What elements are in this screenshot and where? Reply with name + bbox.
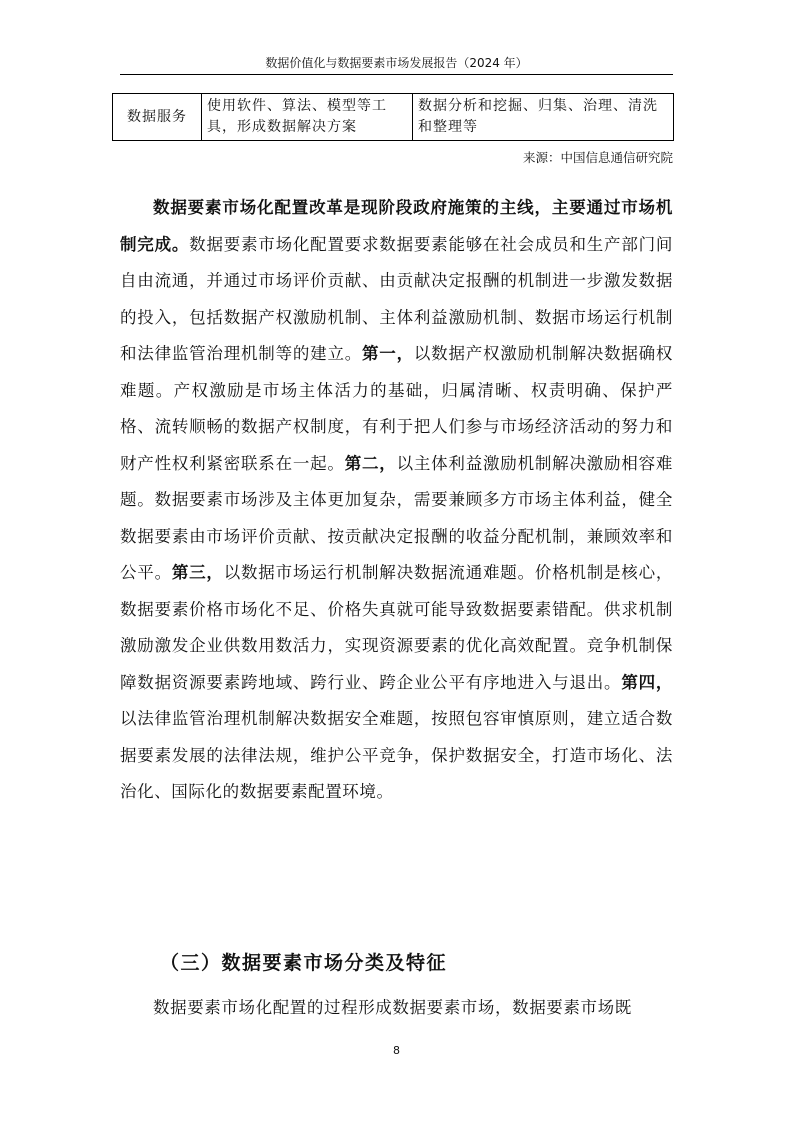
table-source-note: 来源：中国信息通信研究院 xyxy=(522,150,673,165)
table-cell-category: 数据服务 xyxy=(113,94,202,141)
section-heading: （三）数据要素市场分类及特征 xyxy=(160,952,448,974)
paragraph-text: 以主体利益激励机制解决激励相容难题。数据要素市场涉及主体更加复杂，需要兼顾多方市场主体利益，健全数据要素由市场评价贡献、按贡献决定报酬的收益分配机制，兼顾效率和公平。 xyxy=(120,453,673,582)
header-divider xyxy=(120,74,673,75)
body-paragraph-continued: 数据要素市场化配置的过程形成数据要素市场，数据要素市场既 xyxy=(153,998,632,1017)
body-paragraph xyxy=(120,190,673,811)
bold-marker-fourth: 第四， xyxy=(621,672,673,692)
table-cell-description: 使用软件、算法、模型等工具，形成数据解决方案 xyxy=(202,94,413,141)
paragraph-text: 以法律监管治理机制解决数据安全难题，按照包容审慎原则，建立适合数据要素发展的法律法规，维护公平竞争，保护数据安全，打造市场化、法治化、国际化的数据要素配置环境。 xyxy=(120,709,673,801)
table-row xyxy=(113,94,674,141)
table-cell-examples: 数据分析和挖掘、归集、治理、清洗和整理等 xyxy=(413,94,674,141)
bold-marker-second: 第二， xyxy=(344,453,397,473)
data-service-table xyxy=(112,93,674,141)
page-number: 8 xyxy=(393,1044,400,1057)
bold-lead-sentence: 数据要素市场化配置改革是现阶段政府施策的主线，主要通过市场机制完成。 xyxy=(120,198,673,254)
running-header: 数据价值化与数据要素市场发展报告（2024 年） xyxy=(265,56,528,70)
paragraph-text: 数据要素市场化配置要求数据要素能够在社会成员和生产部门间自由流通，并通过市场评价贡献、由贡献决定报酬的机制进一步激发数据的投入，包括数据产权激励机制、主体利益激励机制、数据市场运行机制和法律监管治理机制等的建立。 xyxy=(120,234,673,363)
bold-marker-first: 第一， xyxy=(362,344,414,363)
bold-marker-third: 第三， xyxy=(171,563,224,582)
paragraph-text: 以数据市场运行机制解决数据流通难题。价格机制是核心，数据要素价格市场化不足、价格失真就可能导致数据要素错配。供求机制激励激发企业供数用数活力，实现资源要素的优化高效配置。竞争机制保障数据资源要素跨地域、跨行业、跨企业公平有序地进入与退出。 xyxy=(120,563,673,692)
paragraph-text: 以数据产权激励机制解决数据确权难题。产权激励是市场主体活力的基础，归属清晰、权责明确、保护严格、流转顺畅的数据产权制度，有利于把人们参与市场经济活动的努力和财产性权利紧密联系在一起。 xyxy=(120,344,674,473)
